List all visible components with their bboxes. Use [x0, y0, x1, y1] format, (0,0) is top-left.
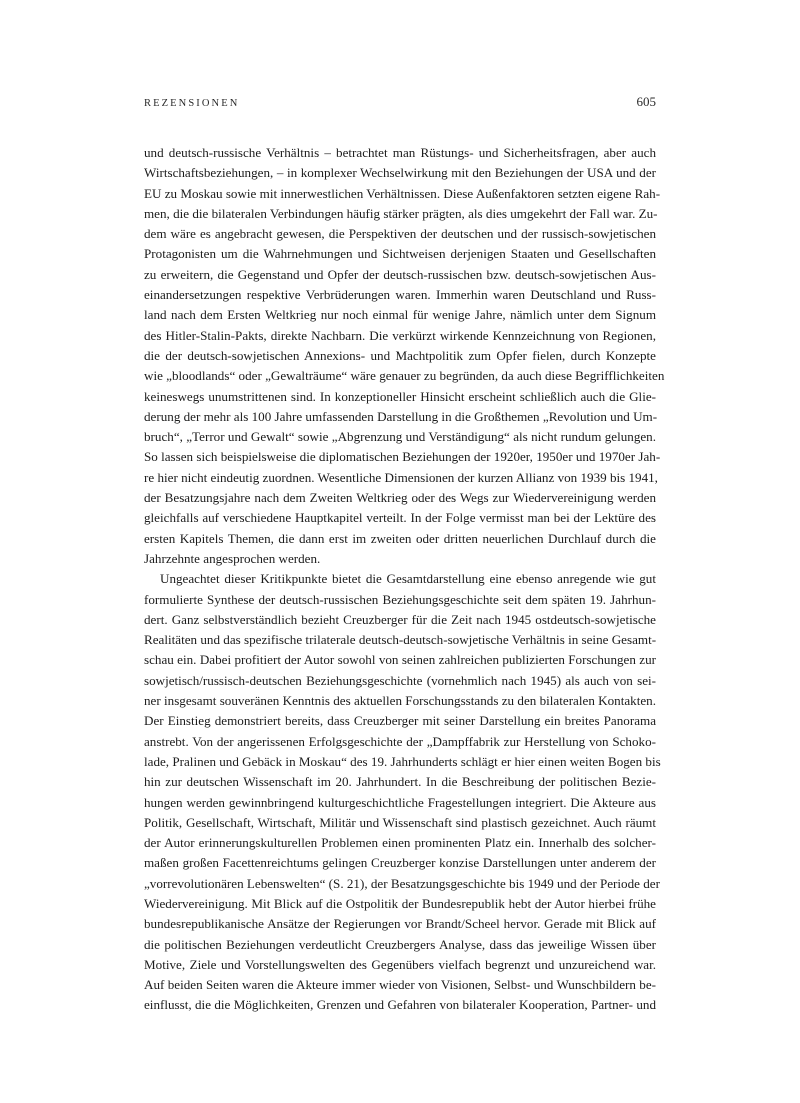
text-line: bruch“, „Terror und Gewalt“ sowie „Abgrenzung und Verständigung“ als nicht rundum gelungen.	[144, 429, 656, 445]
text-line: ner insgesamt souveränen Kenntnis des aktuellen Forschungsstands zu den bilateralen Kontakten.	[144, 693, 656, 709]
text-line: ersten Kapitels Themen, die dann erst im zweiten oder dritten neuerlichen Durchlauf durch die	[144, 530, 656, 546]
text-line: Motive, Ziele und Vorstellungswelten des Gegenübers vielfach begrenzt und unzureichend war.	[144, 956, 656, 972]
text-line: der Autor erinnerungskulturellen Problemen einen prominenten Platz ein. Innerhalb des solcher-	[144, 835, 656, 851]
text-line: hungen werden gewinnbringend kulturgeschichtliche Fragestellungen integriert. Die Akteure aus	[144, 794, 656, 810]
text-line: Protagonisten um die Wahrnehmungen und Sichtweisen derjenigen Staaten und Gesellschaften	[144, 246, 656, 262]
text-line: formulierte Synthese der deutsch-russischen Beziehungsgeschichte seit dem späten 19. Jahrhun-	[144, 591, 656, 607]
section-title: REZENSIONEN	[144, 98, 240, 109]
text-line: schau ein. Dabei profitiert der Autor sowohl von seinen zahlreichen publizierten Forschungen zur	[144, 652, 656, 668]
text-line: der Besatzungsjahre nach dem Zweiten Weltkrieg oder des Wegs zur Wiedervereinigung werden	[144, 490, 656, 506]
text-line: einflusst, die die Möglichkeiten, Grenzen und Gefahren von bilateraler Kooperation, Partner- und	[144, 997, 656, 1013]
text-line: Wirtschaftsbeziehungen, – in komplexer Wechselwirkung mit den Beziehungen der USA und der	[144, 165, 656, 181]
text-line: wie „bloodlands“ oder „Gewalträume“ wäre genauer zu begründen, da auch diese Begrifflichkeiten	[144, 368, 665, 384]
text-line: keineswegs unumstrittenen sind. In konzeptioneller Hinsicht erscheint schließlich auch die Glie-	[144, 388, 656, 404]
text-line: land nach dem Ersten Weltkrieg nur noch einmal für wenige Jahre, nämlich unter dem Signum	[144, 307, 656, 323]
paragraph	[144, 569, 661, 1016]
text-line: men, die die bilateralen Verbindungen häufig stärker prägten, als dies umgekehrt der Fall war. Zu-	[144, 205, 658, 221]
text-line: gleichfalls auf verschiedene Hauptkapitel verteilt. In der Folge vermisst man bei der Lektüre des	[144, 510, 656, 526]
text-line: bundesrepublikanische Ansätze der Regierungen vor Brandt/Scheel hervor. Gerade mit Blick auf	[144, 916, 656, 932]
text-line: dert. Ganz selbstverständlich bezieht Creuzberger für die Zeit nach 1945 ostdeutsch-sowjetische	[144, 611, 656, 627]
text-line: hin zur deutschen Wissenschaft im 20. Jahrhundert. In die Beschreibung der politischen Bezie-	[144, 774, 656, 790]
text-line: Wiedervereinigung. Mit Blick auf die Ostpolitik der Bundesrepublik hebt der Autor hierbei frühe	[144, 895, 656, 911]
text-line: „vorrevolutionären Lebenswelten“ (S. 21), der Besatzungsgeschichte bis 1949 und der Periode der	[144, 875, 660, 891]
text-line: EU zu Moskau sowie mit innerwestlichen Verhältnissen. Diese Außenfaktoren setzten eigene Rah-	[144, 185, 661, 201]
text-line: die der deutsch-sowjetischen Annexions- und Machtpolitik zum Opfer fielen, durch Konzepte	[144, 347, 656, 363]
text-line: Jahrzehnte angesprochen werden.	[144, 550, 321, 566]
text-line: Der Einstieg demonstriert bereits, dass Creuzberger mit seiner Darstellung ein breites Panorama	[144, 713, 656, 729]
text-line: lade, Pralinen und Gebäck in Moskau“ des 19. Jahrhunderts schlägt er hier einen weiten Bogen bis	[144, 753, 661, 769]
text-line: Realitäten und das spezifische trilaterale deutsch-deutsch-sowjetische Verhältnis in seine Gesamt-	[144, 632, 657, 648]
text-line: maßen großen Facettenreichtums gelingen Creuzberger konzise Darstellungen unter anderem der	[144, 855, 656, 871]
text-line: So lassen sich beispielsweise die diplomatischen Beziehungen der 1920er, 1950er und 1970er Jah-	[144, 449, 661, 465]
text-line: einandersetzungen respektive Verbrüderungen waren. Immerhin waren Deutschland und Russ-	[144, 287, 656, 303]
body-text	[144, 143, 665, 1016]
page-number: 605	[636, 94, 656, 109]
text-line: anstrebt. Von der angerissenen Erfolgsgeschichte der „Dampffabrik zur Herstellung von Schoko-	[144, 733, 656, 749]
text-line: die politischen Beziehungen verdeutlicht Creuzbergers Analyse, dass das jeweilige Wissen über	[144, 936, 656, 952]
text-line: Politik, Gesellschaft, Wirtschaft, Militär und Wissenschaft sind plastisch gezeichnet. Auch räumt	[144, 814, 656, 830]
text-line: dem wäre es angebracht gewesen, die Perspektiven der deutschen und der russisch-sowjetischen	[144, 226, 656, 242]
text-line: zu erweitern, die Gegenstand und Opfer der deutsch-russischen bzw. deutsch-sowjetischen Aus-	[144, 266, 656, 282]
running-head	[144, 94, 656, 112]
text-line: Ungeachtet dieser Kritikpunkte bietet die Gesamtdarstellung eine ebenso anregende wie gut	[160, 571, 656, 587]
text-line: sowjetisch/russisch-deutschen Beziehungsgeschichte (vornehmlich nach 1945) als auch von sei-	[144, 672, 656, 688]
text-line: und deutsch-russische Verhältnis – betrachtet man Rüstungs- und Sicherheitsfragen, aber auch	[144, 145, 656, 160]
text-line: re hier nicht eindeutig zuordnen. Wesentliche Dimensionen der kurzen Allianz von 1939 bis 1941,	[144, 469, 658, 485]
text-line: derung der mehr als 100 Jahre umfassenden Darstellung in die Großthemen „Revolution und Um-	[144, 408, 658, 424]
text-line: des Hitler-Stalin-Pakts, direkte Nachbarn. Die verkürzt wirkende Kennzeichnung von Regionen,	[144, 327, 656, 343]
text-line: Auf beiden Seiten waren die Akteure immer wieder von Visionen, Selbst- und Wunschbildern be-	[144, 977, 656, 993]
paragraph	[144, 143, 665, 569]
